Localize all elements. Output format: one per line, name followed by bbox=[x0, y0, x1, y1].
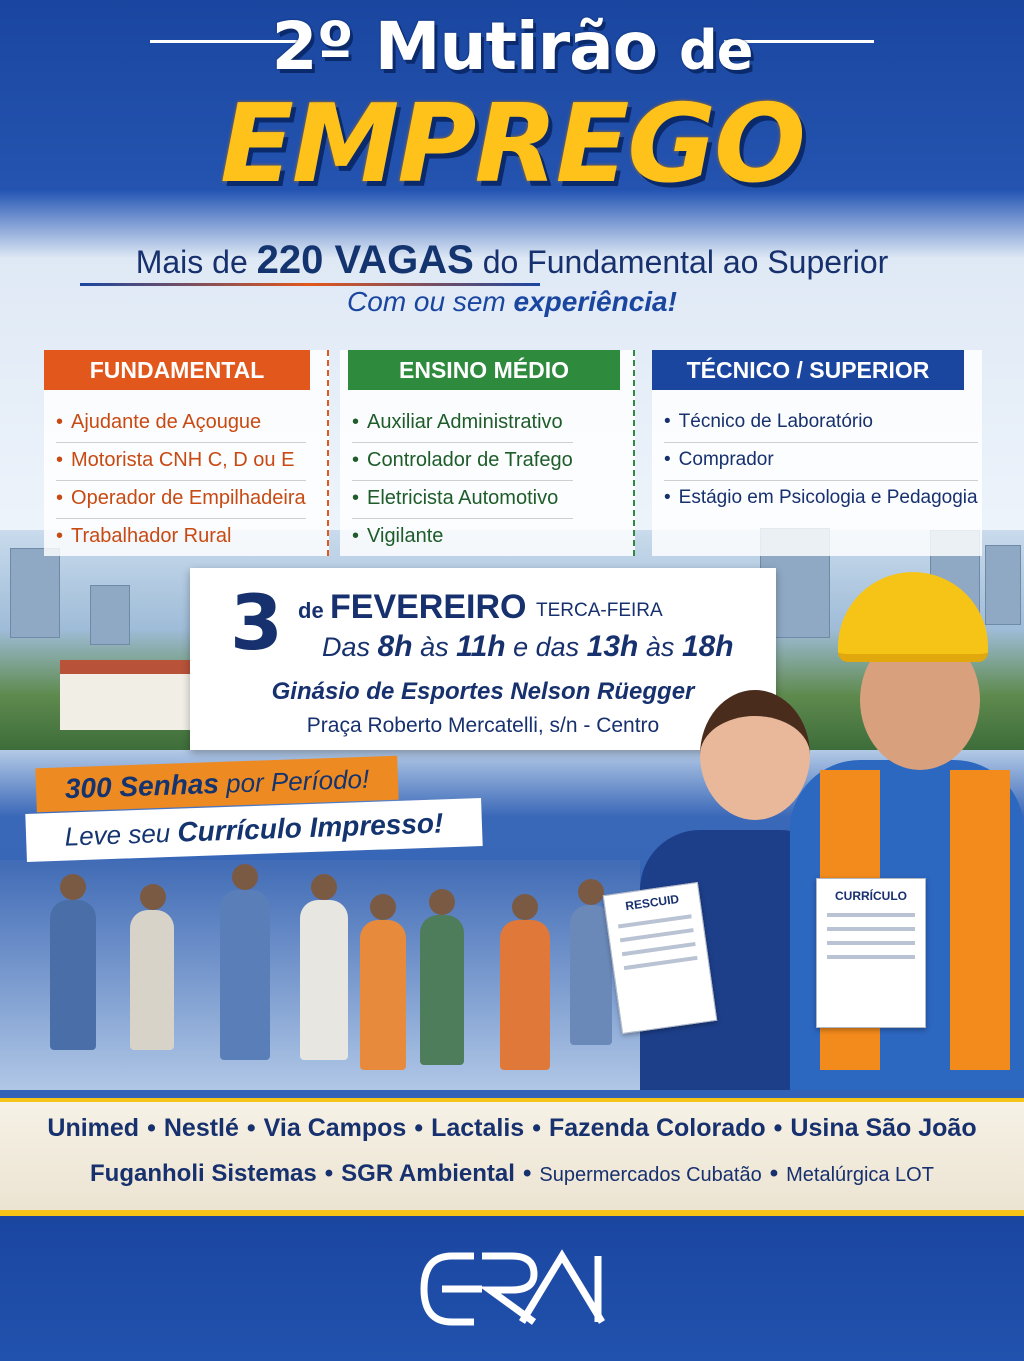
sponsors-row-1 bbox=[0, 1114, 1024, 1143]
bullet-icon: • bbox=[56, 525, 64, 547]
document-line bbox=[827, 913, 915, 917]
event-address: Praça Roberto Mercatelli, s/n - Centro bbox=[306, 714, 660, 737]
woman-head bbox=[700, 690, 810, 820]
building bbox=[10, 548, 60, 638]
sponsor-name: Nestlé bbox=[163, 1114, 239, 1142]
hours-start-2: 13h bbox=[586, 630, 639, 663]
title-mutirao: 2º Mutirão bbox=[271, 8, 658, 85]
sponsor-name: Usina São João bbox=[790, 1114, 977, 1142]
fundamental-list bbox=[56, 405, 306, 557]
title-emprego: EMPREGO bbox=[220, 82, 804, 207]
separator: • bbox=[769, 1160, 779, 1187]
hours-end-2: 18h bbox=[681, 630, 734, 663]
subtitle-line2-b: experiência! bbox=[513, 286, 677, 317]
sponsor-name: SGR Ambiental bbox=[341, 1160, 515, 1187]
list-item-label: Eletricista Automotivo bbox=[367, 487, 559, 509]
document-line bbox=[827, 927, 915, 931]
crowd-person bbox=[570, 905, 612, 1045]
separator: • bbox=[147, 1114, 156, 1142]
crowd-person bbox=[300, 900, 348, 1060]
bullet-icon: • bbox=[352, 449, 360, 471]
hours-e-das: e das bbox=[513, 632, 580, 662]
building bbox=[985, 545, 1021, 625]
sponsor-name: Unimed bbox=[47, 1114, 140, 1142]
banner-senhas-rest: por Período! bbox=[225, 763, 370, 799]
sponsor-name: Lactalis bbox=[431, 1114, 525, 1142]
list-item-label: Operador de Empilhadeira bbox=[71, 487, 306, 509]
document-line bbox=[827, 955, 915, 959]
crowd-head bbox=[370, 894, 396, 920]
hours-as-1: às bbox=[420, 632, 449, 662]
hours-das: Das bbox=[322, 632, 371, 662]
event-month: FEVEREIRO bbox=[330, 588, 527, 626]
list-item-label: Comprador bbox=[678, 449, 774, 470]
event-venue: Ginásio de Esportes Nelson Rüegger bbox=[271, 678, 695, 705]
bullet-icon: • bbox=[352, 487, 360, 509]
sponsor-name: Supermercados Cubatão bbox=[539, 1164, 762, 1186]
tecnico-list bbox=[664, 405, 978, 519]
sponsor-name: Fuganholi Sistemas bbox=[90, 1160, 317, 1187]
hours-start-1: 8h bbox=[377, 630, 413, 663]
list-item-label: Vigilante bbox=[367, 525, 444, 547]
crowd-person bbox=[500, 920, 550, 1070]
sponsor-name: Metalúrgica LOT bbox=[786, 1164, 934, 1186]
separator: • bbox=[522, 1160, 532, 1187]
list-item bbox=[664, 481, 978, 519]
banner-curriculo-strong: Currículo Impresso! bbox=[176, 807, 444, 848]
building bbox=[90, 585, 130, 645]
resume-doc1-label: RESCUID bbox=[624, 891, 680, 914]
bullet-icon: • bbox=[56, 487, 64, 509]
bullet-icon: • bbox=[664, 487, 671, 508]
list-item bbox=[56, 481, 306, 519]
hours-as-2: às bbox=[645, 632, 675, 662]
title-de: de bbox=[679, 19, 753, 82]
column-fundamental-title: FUNDAMENTAL bbox=[44, 350, 310, 390]
hours-end-1: 11h bbox=[456, 630, 506, 663]
subtitle-suffix: do Fundamental ao Superior bbox=[482, 244, 889, 280]
event-date-card bbox=[190, 568, 776, 750]
column-ensino-medio bbox=[340, 350, 635, 556]
document-line bbox=[827, 941, 915, 945]
column-medio-title: ENSINO MÉDIO bbox=[348, 350, 620, 390]
bullet-icon: • bbox=[56, 411, 64, 433]
resume-document-2 bbox=[816, 878, 926, 1028]
banner-curriculo-prefix: Leve seu bbox=[64, 817, 171, 852]
subtitle-prefix: Mais de bbox=[135, 244, 248, 280]
crowd-person bbox=[50, 900, 96, 1050]
document-line bbox=[624, 956, 698, 970]
sponsor-name: Via Campos bbox=[263, 1114, 407, 1142]
list-item bbox=[664, 405, 978, 443]
subtitle-highlight: 220 VAGAS bbox=[256, 238, 474, 282]
resume-document-1 bbox=[603, 882, 718, 1034]
list-item-label: Técnico de Laboratório bbox=[678, 411, 873, 432]
sponsors-row-2 bbox=[0, 1160, 1024, 1188]
crowd-head bbox=[578, 879, 604, 905]
sponsors-bar bbox=[0, 1098, 1024, 1210]
document-line bbox=[618, 914, 692, 928]
list-item bbox=[664, 443, 978, 481]
separator: • bbox=[773, 1114, 783, 1142]
banner-senhas-strong: 300 Senhas bbox=[64, 767, 220, 805]
subtitle-line2-a: Com ou sem bbox=[347, 286, 506, 317]
crowd-person bbox=[420, 915, 464, 1065]
crowd-head bbox=[140, 884, 166, 910]
bullet-icon: • bbox=[352, 411, 360, 433]
subtitle-experience bbox=[0, 286, 1024, 318]
bullet-icon: • bbox=[664, 449, 671, 470]
crowd-head bbox=[429, 889, 455, 915]
resume-doc2-label: CURRÍCULO bbox=[835, 889, 907, 903]
medio-list bbox=[352, 405, 573, 557]
bullet-icon: • bbox=[56, 449, 64, 471]
column-tecnico-superior bbox=[652, 350, 982, 556]
separator: • bbox=[532, 1114, 541, 1142]
crowd-illustration bbox=[0, 860, 640, 1090]
separator: • bbox=[246, 1114, 256, 1142]
list-item bbox=[352, 405, 573, 443]
sponsor-name: Fazenda Colorado bbox=[548, 1114, 766, 1142]
column-fundamental bbox=[44, 350, 329, 556]
list-item bbox=[352, 481, 573, 519]
list-item-label: Estágio em Psicologia e Pedagogia bbox=[678, 487, 978, 508]
column-tecnico-title: TÉCNICO / SUPERIOR bbox=[652, 350, 964, 390]
subtitle-vagas bbox=[0, 238, 1024, 283]
bullet-icon: • bbox=[352, 525, 360, 547]
crowd-head bbox=[232, 864, 258, 890]
house bbox=[60, 660, 200, 730]
list-item bbox=[352, 519, 573, 557]
list-item-label: Auxiliar Administrativo bbox=[367, 411, 563, 433]
crowd-head bbox=[311, 874, 337, 900]
list-item-label: Trabalhador Rural bbox=[71, 525, 232, 547]
list-item bbox=[352, 443, 573, 481]
crowd-head bbox=[512, 894, 538, 920]
separator: • bbox=[414, 1114, 424, 1142]
list-item bbox=[56, 405, 306, 443]
crowd-person bbox=[220, 890, 270, 1060]
event-day: 3 bbox=[230, 578, 283, 667]
document-line bbox=[620, 928, 694, 942]
crowd-head bbox=[60, 874, 86, 900]
list-item-label: Ajudante de Açougue bbox=[71, 411, 262, 433]
event-de: de bbox=[298, 598, 324, 623]
event-hours bbox=[322, 630, 734, 664]
event-weekday: TERCA-FEIRA bbox=[536, 600, 663, 621]
separator: • bbox=[324, 1160, 334, 1187]
document-line bbox=[622, 942, 696, 956]
crowd-person bbox=[130, 910, 174, 1050]
list-item bbox=[56, 443, 306, 481]
list-item-label: Controlador de Trafego bbox=[367, 449, 573, 471]
crowd-person bbox=[360, 920, 406, 1070]
title-line-1 bbox=[0, 8, 1024, 85]
list-item bbox=[56, 519, 306, 557]
bullet-icon: • bbox=[664, 411, 671, 432]
safety-vest bbox=[950, 770, 1010, 1070]
cra-logo-icon bbox=[412, 1244, 622, 1334]
list-item-label: Motorista CNH C, D ou E bbox=[71, 449, 295, 471]
